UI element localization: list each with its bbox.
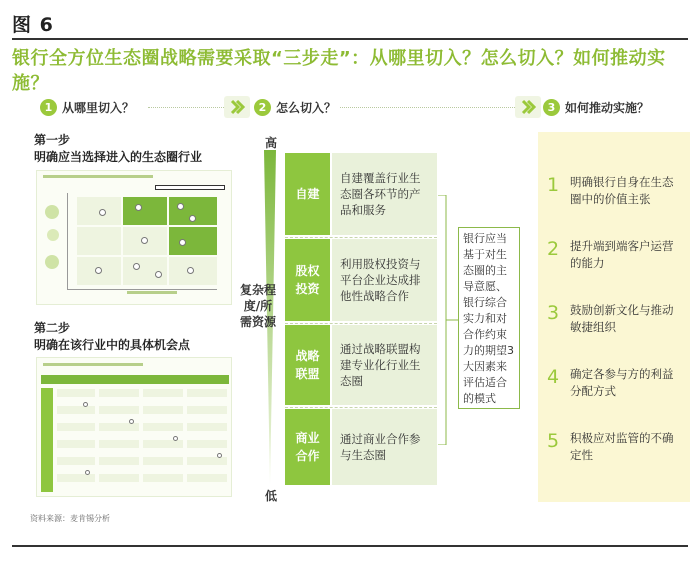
implementation-panel — [538, 132, 690, 502]
step-label-1: 从哪里切入？ — [62, 100, 135, 115]
impl-text-5: 积极应对监管的不确定性 — [570, 431, 674, 462]
stage-label-3: 战略联盟 — [285, 325, 330, 405]
stage-desc-1: 自建覆盖行业生态圈各环节的产品和服务 — [332, 153, 437, 235]
header-rule — [12, 38, 688, 40]
figure-label: 图 6 — [12, 14, 54, 36]
step-header-1 — [40, 96, 134, 118]
step2-desc: 明确在该行业中的具体机会点 — [34, 338, 191, 352]
page-title: 银行全方位生态圈战略需要采取“三步走”：从哪里切入？怎么切入？如何推动实施？ — [12, 48, 666, 94]
connector-bracket — [438, 195, 460, 445]
step2-title: 第二步 — [34, 321, 71, 335]
stage-desc-3: 通过战略联盟构建专业化行业生态圈 — [332, 325, 437, 405]
step1-title: 第一步 — [34, 133, 71, 147]
axis-label: 复杂程度/所需资源 — [239, 283, 276, 329]
stage-label-1: 自建 — [285, 153, 330, 235]
impl-text-4: 确定各参与方的利益分配方式 — [570, 367, 674, 398]
chevron-right-icon — [515, 96, 541, 118]
impl-text-2: 提升端到端客户运营的能力 — [570, 239, 674, 270]
step-number-1: 1 — [40, 99, 57, 116]
impl-number-4: 4 — [546, 366, 560, 388]
step-label-2: 怎么切入？ — [276, 100, 337, 115]
chevron-right-icon — [224, 96, 250, 118]
step-divider-2 — [340, 107, 515, 108]
impl-number-2: 2 — [546, 238, 560, 260]
stage-label-4: 商业合作 — [285, 409, 330, 485]
industry-matrix-thumbnail — [36, 170, 232, 305]
step-number-3: 3 — [543, 99, 560, 116]
stage-desc-2: 利用股权投资与平台企业达成排他性战略合作 — [332, 239, 437, 321]
low-label: 低 — [265, 489, 278, 503]
high-label: 高 — [265, 136, 278, 150]
opportunity-table-thumbnail — [36, 357, 232, 497]
impl-number-1: 1 — [546, 174, 560, 196]
impl-text-1: 明确银行自身在生态圈中的价值主张 — [570, 175, 674, 206]
step1-desc: 明确应当选择进入的生态圈行业 — [34, 150, 203, 164]
source-note: 资料来源：麦肯锡分析 — [30, 514, 110, 523]
impl-number-3: 3 — [546, 302, 560, 324]
stage-desc-4: 通过商业合作参与生态圈 — [332, 409, 437, 485]
step-header-3 — [543, 96, 649, 118]
impl-text-3: 鼓励创新文化与推动敏捷组织 — [570, 303, 674, 334]
footer-rule — [12, 545, 688, 547]
center-note: 银行应当基于对生态圈的主导意愿、银行综合实力和对合作约束力的期望3大因素来评估适合的模式 — [458, 227, 520, 409]
step-divider-1 — [148, 107, 224, 108]
step-label-3: 如何推动实施？ — [565, 100, 650, 115]
step-number-2: 2 — [254, 99, 271, 116]
stage-label-2: 股权投资 — [285, 239, 330, 321]
impl-number-5: 5 — [546, 430, 560, 452]
step-header-2 — [254, 96, 336, 118]
